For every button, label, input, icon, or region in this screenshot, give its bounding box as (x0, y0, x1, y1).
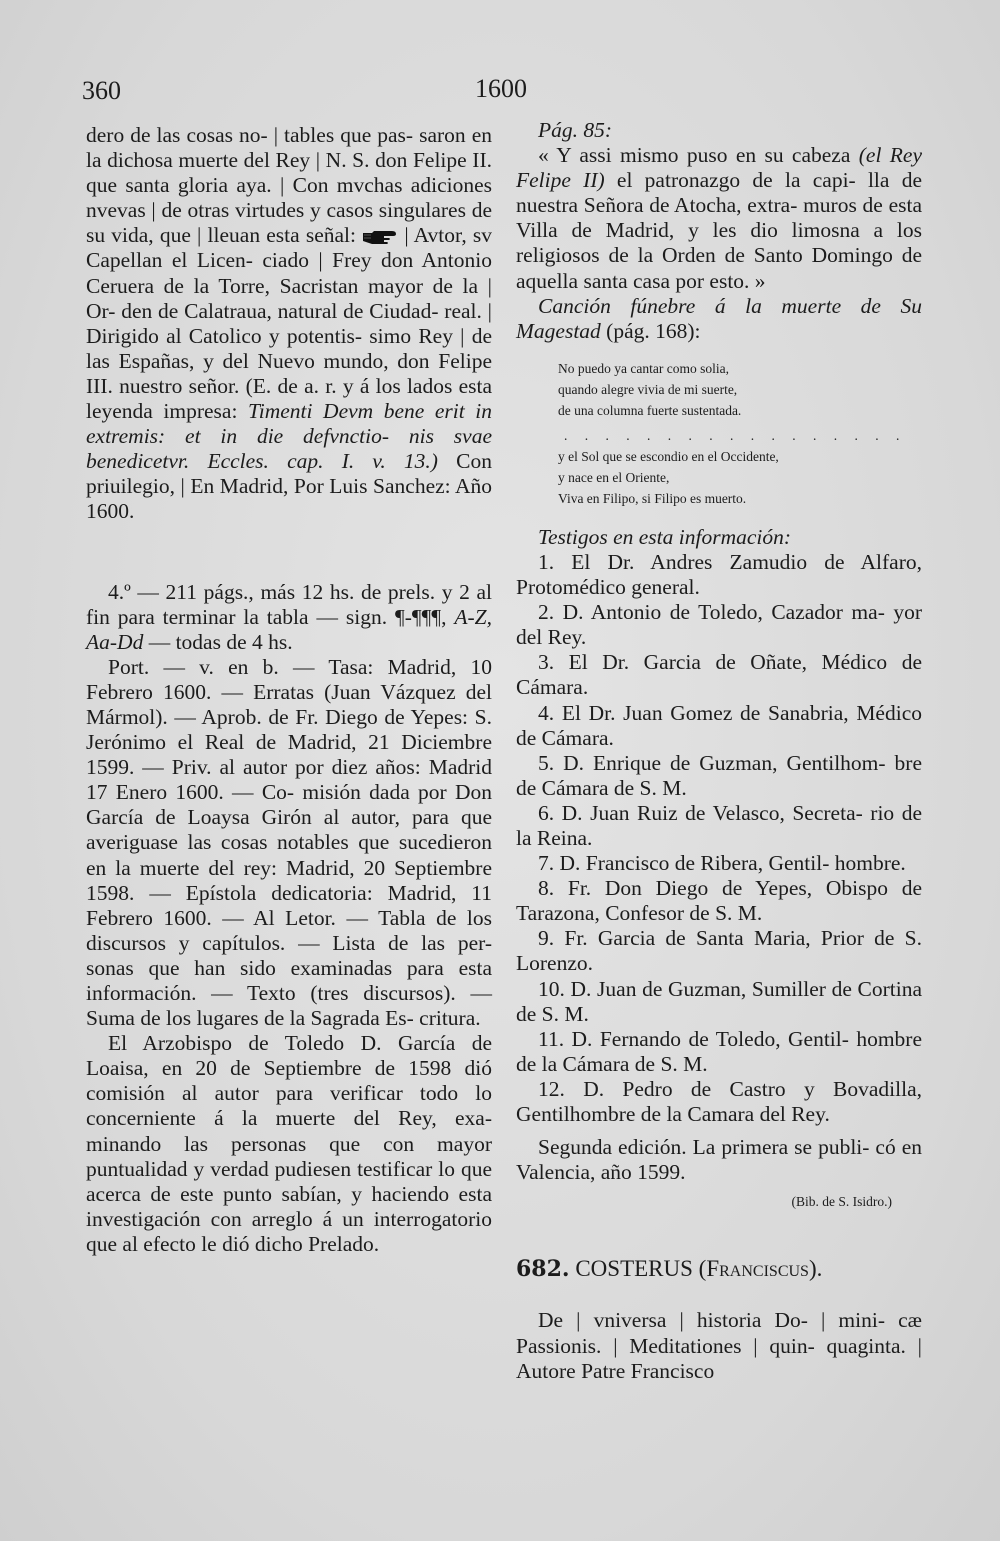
contents-paragraph: Port. — v. en b. — Tasa: Madrid, 10 Febrero 1600. — Erratas (Juan Vázquez del Mármol). — Aprob. de Fr. Diego de Yepes: S. Jerónimo el Real de Madrid, 21 Diciembre 1599. — Priv. al autor por diez años: Madrid 17 Enero 1600. — Co- misión dada por Don García de Loaysa Girón al autor, para que averiguase las cosas notables que sucedieron en la muerte del rey: Madrid, 20 Septiembre 1598. — Epístola dedicatoria: Madrid, 11 Febrero 1600. — Al Letor. — Tabla de los discursos y capítulos. — Lista de las per- sonas que han sido examinadas para esta información. — Texto (tres discursos). — Suma de los lugares de la Sagrada Es- critura. (86, 654, 492, 1031)
quote-italic: (el Rey Felipe II) (516, 143, 922, 193)
poem-line: Viva en Filipo, si Filipo es muerto. (558, 490, 747, 506)
cancion-heading (516, 294, 922, 344)
page-number: 360 (82, 76, 121, 105)
running-head-year: 1600 (475, 74, 527, 103)
witness-item: 5. D. Enrique de Guzman, Gentilhom- bre de Cámara de S. M. (516, 750, 922, 800)
title-transcription (86, 123, 492, 525)
entry-author: COSTERUS ( (575, 1256, 707, 1282)
quote-paragraph (516, 143, 922, 294)
poem-stanza-2 (516, 446, 922, 509)
poem-line: de una columna fuerte sustentada. (558, 402, 742, 418)
poem-line: No puedo ya cantar como solia, (558, 360, 729, 376)
page-reference: Pág. 85: (538, 118, 613, 142)
witness-item: 4. El Dr. Juan Gomez de Sanabria, Médico de Cámara. (516, 700, 922, 750)
collation-signatures: A-Z, Aa-Dd (86, 604, 492, 654)
title-text-part-3: Con priuilegio, | En Madrid, Por Luis Sanchez: Año 1600. (86, 449, 492, 524)
witnesses-title: Testigos en esta información: (538, 524, 792, 549)
entry-title: De | vniversa | historia Do- | mini- cæ Passionis. | Meditationes | quin- quaginta. | Autore Patre Francisco (516, 1308, 922, 1383)
witnesses-list (516, 550, 922, 1127)
witness-item: 7. D. Francisco de Ribera, Gentil- hombre. (538, 851, 906, 876)
witness-item: 10. D. Juan de Guzman, Sumiller de Cortina de S. M. (516, 976, 922, 1026)
cancion-page: (pág. 168): (600, 318, 701, 343)
poem-ellipsis: . . . . . . . . . . . . . . . . . (564, 427, 907, 443)
cancion-title: Canción fúnebre á la muerte de Su Magestad (516, 293, 922, 343)
witness-item: 11. D. Fernando de Toledo, Gentil- hombre de la Cámara de S. M. (516, 1026, 922, 1076)
witness-item: 9. Fr. Garcia de Santa Maria, Prior de S. Lorenzo. (516, 926, 922, 976)
title-text-part-1: dero de las cosas no- | tables que pas- saron en la dichosa muerte del Rey | N. S. don Felipe II. que santa gloria aya. | Con mvchas adiciones nvevas | de otras virtudes y casos singulares de su vida, que | lleuan esta señal: (86, 123, 492, 248)
collation-text: 4.º — 211 págs., más 12 hs. de prels. y 2 al fin para terminar la tabla — sign. ¶-¶¶¶, (86, 579, 492, 629)
quote-text: « Y assi mismo puso en su cabeza (538, 143, 859, 168)
witness-item: 1. El Dr. Andres Zamudio de Alfaro, Protomédico general. (516, 549, 922, 600)
witness-item: 6. D. Juan Ruiz de Velasco, Secreta- rio de la Reina. (516, 800, 922, 850)
collation-paragraph (86, 580, 492, 655)
right-column (516, 118, 922, 1384)
library-citation: (Bib. de S. Isidro.) (791, 1194, 892, 1210)
poem-line: y nace en el Oriente, (558, 469, 670, 485)
poem-line: quando alegre vivia de mi suerte, (558, 381, 738, 397)
quote-text-end: el patronazgo de la capi- lla de nuestra Señora de Atocha, extra- muros de esta Villa de Madrid, y les dio limosna a los religiosos de la Orden de Santo Domingo de aquella santa casa por esto. » (516, 168, 922, 293)
witness-item: 8. Fr. Don Diego de Yepes, Obispo de Tarazona, Confesor de S. M. (516, 876, 922, 926)
commentary-paragraph: El Arzobispo de Toledo D. García de Loaisa, en 20 de Septiembre de 1598 dió comisión al autor para verificar todo lo concerniente á la muerte del Rey, exa- minando las personas que con mayor puntualidad y verdad pudiesen testificar lo que acerca de este punto sabían, y haciendo esta investigación con arreglo á un interrogatorio que al efecto le dió dicho Prelado. (86, 1031, 492, 1256)
pointing-hand-icon (362, 229, 398, 245)
edition-note: Segunda edición. La primera se publi- có en Valencia, año 1599. (516, 1135, 922, 1185)
witness-item: 2. D. Antonio de Toledo, Cazador ma- yor del Rey. (516, 600, 922, 650)
entry-author-end: ). (808, 1256, 823, 1282)
entry-heading (516, 1256, 922, 1282)
title-italic-legend: Timenti Devm bene erit in extremis: et in die defvnctio- nis svae benedicetvr. Eccles. cap. I. v. 13.) (86, 399, 492, 474)
collation-text-end: — todas de 4 hs. (143, 629, 293, 654)
left-column (86, 123, 492, 1257)
poem-stanza-1 (516, 358, 922, 421)
poem-line: y el Sol que se escondio en el Occidente, (558, 448, 779, 464)
witness-item: 3. El Dr. Garcia de Oñate, Médico de Cámara. (516, 650, 922, 700)
entry-number: 682. (516, 1256, 570, 1283)
witness-item: 12. D. Pedro de Castro y Bovadilla, Gentilhombre de la Camara del Rey. (516, 1076, 922, 1126)
title-text-part-2: | Avtor, sv Capellan el Licen- ciado | Frey don Antonio Ceruera de la Torre, Sacristan mayor de la | Or- den de Calatraua, natural de Ciudad- real. | Dirigido al Catolico y potentis- simo Rey | de las Españas, y del Nuevo mundo, don Felipe III. nuestro señor. (E. de a. r. y á los lados esta leyenda impresa: (86, 223, 492, 424)
entry-author-latin: Franciscus (706, 1256, 809, 1282)
